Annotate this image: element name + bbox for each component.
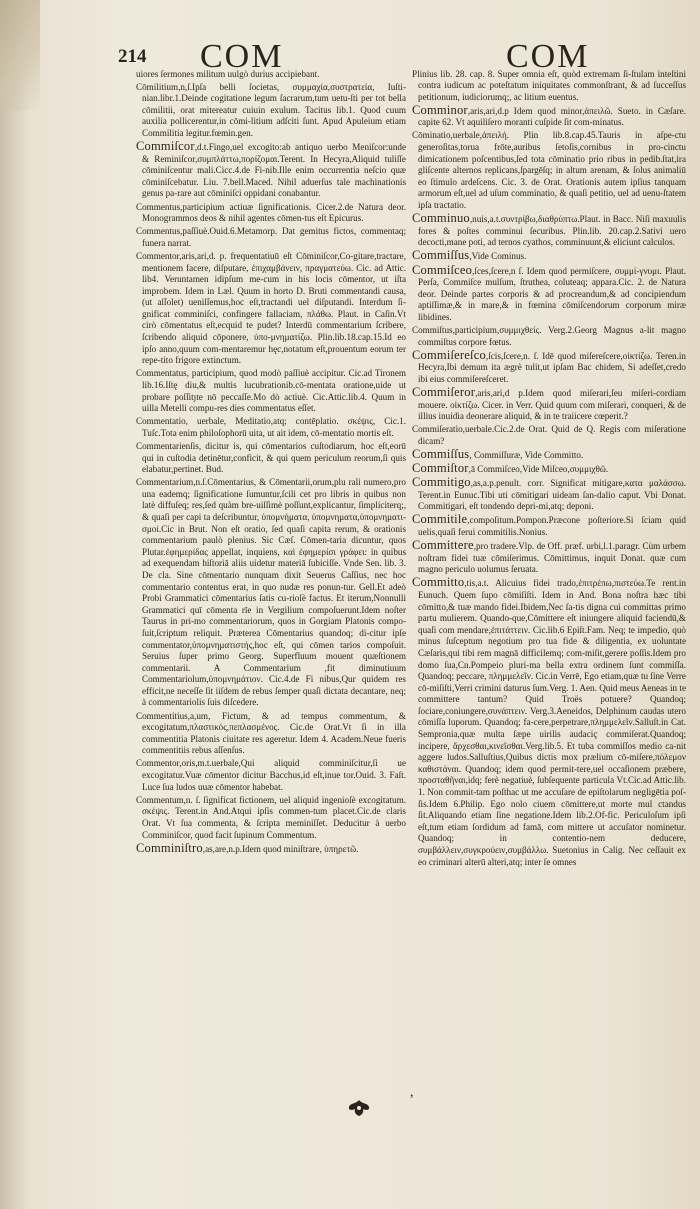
dictionary-entry: [412, 424, 686, 447]
dictionary-entry: [136, 795, 406, 841]
entry-headword: Committo: [412, 575, 465, 590]
right-column: [412, 67, 686, 868]
entry-headword: Comminuo: [412, 211, 470, 226]
entry-headword: Commiſſus: [412, 248, 470, 263]
entry-text: ,Vide Cominus.: [469, 251, 527, 262]
dictionary-entry: [136, 416, 406, 439]
entry-headword: Commiſcor: [136, 139, 195, 154]
page-corner-stain: [0, 0, 40, 110]
entry-text: Plinius lib. 28. cap. 8. Super omnia eſt, quòd extremam ſi-ſtulam inteſtini contra iudicum ac poteſtatum iniquitates commonſtrant, & ad ſucceſſus petitionum, iudiciorumq;, ac litium euentus.: [412, 68, 686, 102]
entry-text: Cōmilitium,n,ſ.Ipſa belli ſocietas, συμμαχία,συστρατεία, Iuſti-nian.libr.1.Deinde cogitatione legum ſacrarum,tum uetu-ſti per tot bella cōmilitii, orat mitereatur cuiuin exulum. Tacitus lib.1. Quod cuum auxilia pollicerentur,in cōmi-litium adſciti ſunt. Apud Apuleium etiam Commilitia legitur.fœmin.gen.: [136, 81, 406, 138]
dictionary-entry: [136, 441, 406, 476]
dictionary-entry: [412, 540, 686, 576]
dictionary-entry: [136, 141, 406, 200]
page-number: 214: [118, 46, 147, 67]
entry-text: ,ſcis,ſcere,n. ſ. Idē quod miſereſcere,οἰκτίζω. Teren.in Hecyra,Ibi demum ita ægrè tulit,ut ipſam Bac chidem, Si adeſſet,credo ibi eius commiſereſceret.: [418, 350, 686, 384]
entry-text: Commentatio, uerbale, Meditatio,atq; contēplatio. σκέψις, Cic.1. Tuſc.Tota enim philoſophorū uita, ut ait idem, cō-mentatio mortis eſt.: [136, 416, 406, 438]
entry-text: Commiſeratio,uerbale.Cic.2.de Orat. Quid de Q. Regis com miſeratione dicam?: [412, 424, 686, 446]
entry-headword: Commiſereſco: [412, 347, 486, 362]
entry-headword: Commiſſus: [412, 446, 470, 461]
entry-headword: Commiſtor: [412, 461, 469, 475]
entry-text: Commentum,n. ſ. ſignificat fictionem, uel aliquid ingenioſè excogitatum. σκέψις. Terent.in And.Atqui ipſis commen-tum placet.Cic.de claris Orat. Vt ſua commenta, & ſcripta meminiſſet. Deducitur à uerbo Comminiſcor, quod facit ſupinum Commentum.: [136, 794, 406, 840]
entry-text: ,pro tradere.Vlp. de Off. præf. urbi,l.1.paragr. Cùm urbem noſtram fidei tuæ cōmiſerimus. Cōmittimus, inquit Donat. quæ cum magno periculo uolumus ſeruata.: [418, 541, 686, 575]
running-title-right: COM: [506, 38, 590, 75]
entry-headword: Commiſeror: [412, 384, 476, 399]
entry-text: ,ſces,ſcere,n ſ. Idem quod permiſcere, συμμί-γνυμι. Plaut. Perſa, Commiſce mulſum, ſtruthea, coluteaq; appara.Cic. 2. de Natura deor. Deinde partes corporis & ad procreandum,& ad concipiendum aptiſſimæ,& in mare,& in fœmina cōmiſcendorum corporum miræ libidines.: [418, 265, 686, 322]
entry-text: ,aris,ari,d p.Idem quod miſerari,ſeu miſeri-cordiam mouere. οἰκτίζω. Cicer. in Verr. Quid quum com miſerari, conqueri, & de illius inuidia deonerare aliquid, & in te traiicere cœperit.?: [418, 387, 686, 422]
stray-mark: ,: [410, 1085, 414, 1100]
running-title-left: COM: [200, 38, 284, 75]
entry-text: ,ā Commiſceo,Vide Miſceo,συμμιχθῶ.: [468, 464, 609, 474]
entry-text: ,as,a.p.penult. corr. Significat mitigare,κατα μαλάσσω. Terent.in Eunuc.Tibi uti cōmitigari uideam ſan-dalio caput. Vbi Donat. Commitigari, eſt tondendo depri-mi,atq; deponi.: [418, 478, 686, 512]
entry-text: Cōminatio,uerbale,ἀπειλή. Plin lib.8.cap.45.Tauris in aſpe-ctu generoſitas,torua frōte,auribus ſetoſis,cornibus in pro-cinctu dimicationem poſcentibus,ſed tota cōminatio prio ribus in pedib.ſtat,ira gliſcente alternos replicans,ſpargēſq; in altum arenam, & ſolus animaliū eo ſtimulo ardeſcens. Cic. 3. de Orat. Orationis autem ipſius tanquam armorum eſt,uel ad uſum comminatio, & quaſi petitio, uel ad uenu-ſtatem ipſa tractatio.: [412, 130, 686, 211]
dictionary-entry: [136, 368, 406, 414]
dictionary-entry: [412, 577, 686, 868]
entry-text: Commentor,oris,m.t.uerbale,Qui aliquid comminiſcitur,ſi ue excogitatur.Vuæ cōmentor dicitur Bacchus,id eſt,inue tor.Ouid. 3. Faſt. Luce ſua ludos uuæ cōmentor habebat.: [136, 758, 406, 792]
entry-text: Commentarium,n.ſ.Cōmentarius, & Cōmentarii,orum,plu rali numero,pro una eademq; ſignificatione ſumuntur,ſcili cet pro libris in quibus non latè diffuſeq; res,ſed quàm bre-uiſſimè poſſunt,explicantur, ſimpliciterq;, & quaſi per capi ta deſcribuntur, ὑπομνήματα, ὑπομνηματα,ὑπομνηματι-σμοί.Cic in Brut. Non eſt oratio, ſed quaſi capita rerum, & orationis commentarium paulò plenius. Sic Cæſ. Cōmen-taria dicuntur, quos Plutar.ἐφημερίδας appellat, inquiens, καὶ ἐφημερίσι γράφει: in quibus ad exequendam hiſtoriā aliis uidetur materiā ſubiciſſe. Vnde Sen. lib. 3. De cla. Sine cōmentario nunquam dixit Seuerus Caſſius, nec hoc commentario contentus erat, in quo nudæ res ponun-tur. Gell.Et adeò Probi Grammatici cōmentarius ſatis cu-rioſè factus. Et iterum,Nonnulli Grammatici quī cōmenta rīe in Vergilium compoſuerunt.Idem noſter Taurus in pri-mo commentariorum, quos in Gorgiam Platonis compo-ſuit,ſcriptum reliquit. Præterea Cōmentarius quandoq; di-citur ipſe commentator,ὑπομνηματιστής,hoc eſt, qui cōmen tarios compoſuit. Seruius ſuper primo Georg. Superfluum mouent quæſtionem commentarii. A Commentarium ,fit diminutiuum Commentariolum,ὑπομνημάτιον. Cic.4.de Fi nibus,Qur quidem res efficit,ne neceſſe ſit iiſdem de rebus ſemper quaſi dictata decantare, neq; à commentariolis ſuis diſcedere.: [136, 477, 406, 708]
dictionary-entry: [136, 226, 406, 249]
dictionary-entry: [412, 102, 686, 129]
entry-text: ,as,are,n.p.Idem quod miniſtrare, ὑπηρετῶ.: [202, 843, 359, 854]
entry-headword: Commiſceo: [412, 262, 473, 277]
entry-headword: Commitile: [412, 512, 468, 527]
entry-text: Commentarienſis, dicitur is, qui cōmentarios cuſtodiarum, hoc eſt,eorū qui in cuſtodia detinētur,conficit, & qui quem periculum reorum,ſi quis elabatur,pertinet. Bud.: [136, 440, 406, 475]
entry-text: , Commiſſuræ, Vide Committo.: [469, 449, 584, 460]
dictionary-entry: [136, 711, 406, 757]
dictionary-entry: [412, 514, 686, 538]
dictionary-entry: [136, 202, 406, 225]
entry-text: Commiſtus,participium,συμμιχθείς. Verg.2.Georg Magnus a-lit magno commiſtus corpore fœtus.: [412, 324, 686, 347]
dictionary-entry: [136, 251, 406, 367]
dictionary-entry: [136, 477, 406, 709]
dictionary-entry: [412, 384, 686, 423]
dictionary-entry: [412, 463, 686, 476]
entry-text: Commentor,aris,ari,d. p. frequentatiuū eſt Cōminiſcor,Co-gitare,tractare, mentionem facere, diſputare, ἐπιχαμβάνειν, πραγματεύω. Cic. ad Attic. lib4. Veruntamen idipſum me-cum in his locis cōmentor, ut iſta improbem. Idem in Læl. Quum in horto D. Bruti commentandi causa, (ut aſſolet) ueniſſemus,hoc eſt,tractandi uel diſputandi. Interdum ſi-gnificat comminiſci, confingere fallaciam, πλάθω. Plaut. in Caſin.Vt cirò cōmentatus eſt,ecquid te pudet? Interdū commentarium ſcribere, ſcribendo aliquid cōponere, ὑπο-μνηματίζω. Plin.lib.18.cap.15.Id eo ipſo anno,quum com-mentaremur hęc,notatum eſt,prouentum eorum ter repe-tito frigore extinctum.: [136, 250, 406, 366]
entry-text: Commentatus, participium, quod modò paſſiuè accipitur. Cic.ad Tironem lib.16.Iſtę diu,& multis lucubrationib.cō-mentata oratione,uide ut probare poſſitȷte nō peccaſſe.Mo dò actiuè. Cic.Attic.lib.4. Quum in uilla Metelli compu-res dies commentatus eſſet.: [136, 368, 406, 414]
entry-headword: Commitigo: [412, 475, 471, 490]
entry-headword: Comminiſtro: [136, 840, 203, 855]
entry-headword: Committere: [412, 538, 474, 553]
entry-text: ,tis,a.t. Alicuius fidei trado,ἐπιτρέπω,πιστεύω.Te rent.in Eunuch. Quem ſupo cōmiſiſti. Idem in And. Bona noſtra hæc tibi cōmitto,& tuæ mando fidei.Ibidem,Nec ſa-tis digna cui committas primo partu mulierem. Quando-que,Cōmittere eſt iniungere aliquid faciendū,& quaſi com mendare,ἐπιτάττειν. Cic.lib.6 Epiſt.Fam. Neq; te impedio, quò minus ſuſceptum negotium pro tua fide & diligentia, ex uoluntate Cæſaris,qui tibi rem magnā difficilemq; com-miſit,gerere poſſis.Idem pro domo ſua,Cn.Pompeio pluri-ma bella extra ordinem ſunt commiſſa. Quandoq; peccare, πλημμελεῖν. Cic.in Verrē, Ego etiam,quæ tu ſine Verre cō-miſiſti,Verri crimini daturus ſum.Verg. 1. Aen. Quid meus Aeneas in te committere tantum? Quid Troës potuere? Quandoq; ſociare,coniungere,συνάπτειν. Verg.3.Aeneidos, Delphinum caudas utero cōmiſſa luporum. Quandoq; fa-cere,perpetrare,πλημμελεῖν.Salluſt.in Cat. Sempronia,quæ multa ſæpe uirilis audaciç commiſerat.Quandoq; incipere, ἄρχεσθαι,κινεῖσθαι.Verg.lib.5. Et tuba commiſſos medio ca-nit aggere ludos.Salluſtius,Quibus dictis mox prælium cō-miſere,πόλεμον καθιστάναι. Quandoq; idem quod permit-tere,uel occaſionem præbere, προσταθῆναι,idq; ferè negatiuè, ſubſequente particula Vt.Cic.ad Attic.lib. 1. Non commit-tam poſthac ut me accuſare de epiſtolarum negligētia poſ-ſis.Idem 6.Philip. Ego nolo ciuem cōmittere,ut morte mul ctandus ſit.Aliquando etiam ſine negatione.Idem lib.2.Of-fic. Periculoſum ipſi eſt,tum etiam ſordidum ad famā, com mittere ut accuſator nominetur. Quandoq; in contentio-nem deducere, συμβάλλειν,συγκρούειν,συμβάλλω. Suetonius in Calig. Nec ceſſauit ex eo criminari alterū alteri,atq; inter ſe omnes: [418, 578, 686, 867]
dictionary-entry: [412, 347, 686, 386]
entry-text: ,aris,ari,d.p Idem quod minor,ἀπειλῶ. Sueto. in Cæſare. capite 62. Vt aquiliſero moranti cuſpide ſit com-minatus.: [418, 105, 686, 128]
dictionary-entry: [136, 69, 406, 81]
dictionary-entry: [136, 840, 406, 856]
dictionary-entry: [412, 69, 686, 104]
entry-headword: Comminor: [412, 102, 468, 117]
dictionary-entry: [412, 262, 686, 324]
dictionary-entry: [412, 130, 686, 211]
dictionary-entry: [412, 325, 686, 348]
entry-text: Commentus,paſſiuè.Ouid.6.Metamorp. Dat gemitus fictos, commentaq; funera narrat.: [136, 226, 406, 248]
dictionary-entry: [412, 250, 686, 263]
entry-text: uiores ſermones militum uulgò durius accipiebant.: [136, 68, 320, 79]
entry-text: ,nuis,a.t.συντρίβω,διαθρύπτω.Plaut. in Bacc. Niſi maxuulis fores & poſtes comminui ſecuribus. Plin.lib. 20.cap.2.Sativi uero decocti,mane poti, ad ternos cyathos, comminuunt,& eliciunt calculos.: [418, 214, 686, 248]
fleuron-ornament-icon: [346, 1098, 372, 1118]
entry-text: ,compoſitum.Pompon.Præcone poſteriore.Si ſciam quid uelis,quaſi ferui commitilis.Nonius.: [418, 515, 686, 537]
entry-text: Commentitius,a,um, Fictum, & ad tempus commentum, & excogitatum,πλαστικός,πεπλασμένος. Cic.de Orat.Vt ſi in illa commentitia Platonis ciuitate res ageretur. Idem 4. Academ.Neue fueris commentitiis rebus aſſenſus.: [136, 710, 406, 756]
dictionary-entry: [412, 446, 686, 462]
entry-text: ,d.t.Fingo,uel excogito:ab antiquo uerbo Meniſcor:unde & Reminiſcor,συμπλάττω,πορίζομαι.Terent. In Hecyra,Aliquid tuliſſe cōminiſcentur mali.Cicc.4.de Fi-nib.Ille enim occurrentia neſcio quæ cōminiſcebatur. Liu. 7.bell.Maced. Nihil aduerſus tale machinationis genus pa-rare aut cōminiſci oppidani conabantur.: [142, 142, 406, 199]
entry-text: Commentus,participium actiuæ ſignificationis. Cicer.2.de Natura deor. Monogrammos deos & nihil agentes cōmen-tus eſt Epicurus.: [136, 201, 406, 224]
dictionary-entry: [412, 213, 686, 249]
dictionary-entry: [136, 758, 406, 793]
left-column: [136, 67, 406, 855]
dictionary-entry: [412, 477, 686, 513]
dictionary-entry: [136, 82, 406, 140]
